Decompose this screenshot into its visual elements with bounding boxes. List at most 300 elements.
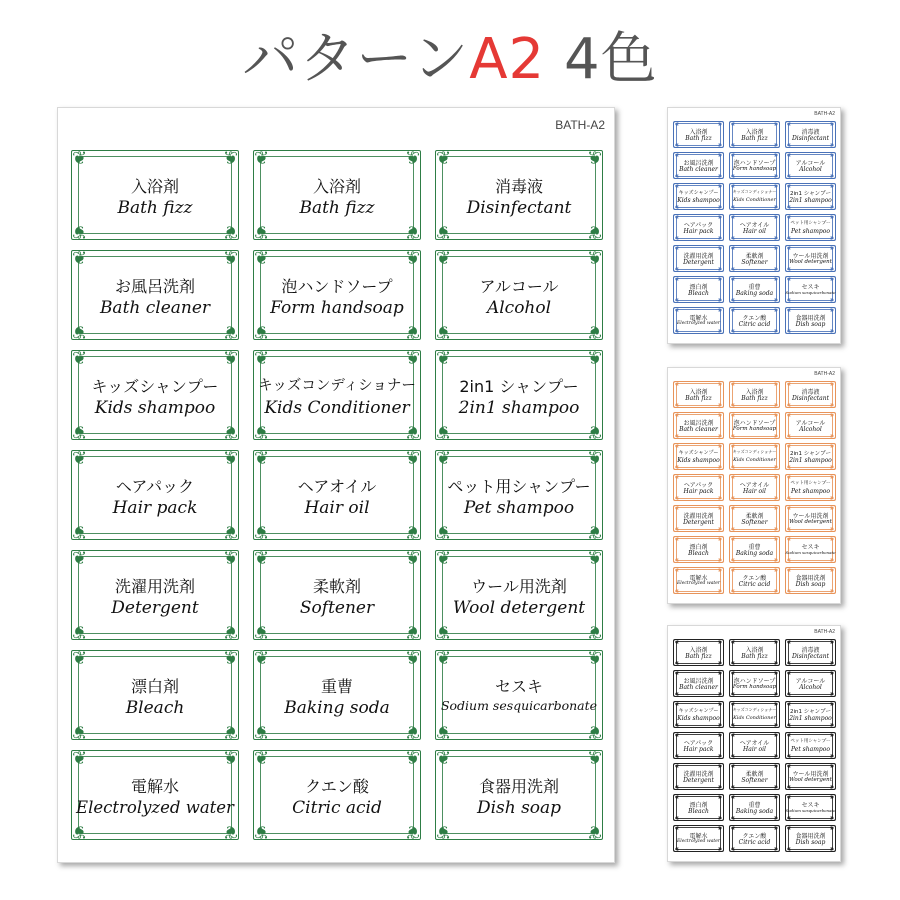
ornament-flourish-icon: ❦ <box>730 824 736 832</box>
ornament-flourish-icon: ❦ <box>674 783 680 791</box>
ornament-flourish-icon: ❦ <box>674 824 680 832</box>
ornament-flourish-icon: ❦ <box>773 525 779 533</box>
ornament-flourish-icon: ❦ <box>436 648 452 669</box>
ornament-flourish-icon: ❦ <box>586 548 602 569</box>
ornament-flourish-icon: ❦ <box>829 275 835 283</box>
ornament-flourish-icon: ❦ <box>674 151 680 159</box>
ornament-flourish-icon: ❦ <box>786 275 792 283</box>
label-japanese-text: 入浴剤 <box>312 177 361 196</box>
ornament-flourish-icon: ❦ <box>773 203 779 211</box>
label-english-text: Hair pack <box>683 746 714 753</box>
ornament-flourish-icon: ❦ <box>717 556 723 564</box>
ornament-flourish-icon: ❦ <box>436 221 452 242</box>
label-card <box>729 505 780 532</box>
ornament-flourish-icon: ❦ <box>786 306 792 314</box>
label-japanese-text: 柔軟剤 <box>312 577 361 596</box>
ornament-flourish-icon: ❦ <box>436 321 452 342</box>
ornament-flourish-icon: ❦ <box>404 148 420 169</box>
ornament-flourish-icon: ❦ <box>254 721 270 742</box>
label-card <box>785 567 836 594</box>
label-card <box>785 505 836 532</box>
ornament-flourish-icon: ❦ <box>773 762 779 770</box>
label-card <box>785 443 836 470</box>
ornament-flourish-icon: ❦ <box>829 721 835 729</box>
label-english-text: Disinfectant <box>792 395 829 402</box>
ornament-flourish-icon: ❦ <box>773 535 779 543</box>
ornament-flourish-icon: ❦ <box>717 690 723 698</box>
ornament-flourish-icon: ❦ <box>717 659 723 667</box>
ornament-flourish-icon: ❦ <box>829 306 835 314</box>
ornament-flourish-icon: ❦ <box>717 327 723 335</box>
ornament-flourish-icon: ❦ <box>674 659 680 667</box>
ornament-flourish-icon: ❦ <box>773 659 779 667</box>
ornament-flourish-icon: ❦ <box>222 821 238 842</box>
ornament-flourish-icon: ❦ <box>254 521 270 542</box>
label-japanese-text: 重曹 <box>748 284 761 291</box>
ornament-flourish-icon: ❦ <box>786 234 792 242</box>
ornament-flourish-icon: ❦ <box>829 432 835 440</box>
label-card <box>785 763 836 790</box>
ornament-flourish-icon: ❦ <box>674 556 680 564</box>
label-english-text: Detergent <box>683 519 714 526</box>
ornament-flourish-icon: ❦ <box>773 275 779 283</box>
ornament-flourish-icon: ❦ <box>786 638 792 646</box>
label-english-text: Kids Conditioner <box>264 398 410 418</box>
ornament-flourish-icon: ❦ <box>717 463 723 471</box>
label-card <box>673 307 724 334</box>
sheet-code: BATH-A2 <box>814 371 835 377</box>
ornament-flourish-icon: ❦ <box>786 783 792 791</box>
label-card <box>785 732 836 759</box>
ornament-flourish-icon: ❦ <box>786 401 792 409</box>
label-japanese-text: 泡ハンドソープ <box>733 420 776 427</box>
label-card <box>673 412 724 439</box>
ornament-flourish-icon: ❦ <box>222 321 238 342</box>
ornament-flourish-icon: ❦ <box>730 814 736 822</box>
label-card <box>673 214 724 241</box>
label-card <box>729 732 780 759</box>
ornament-flourish-icon: ❦ <box>674 463 680 471</box>
label-english-text: Hair pack <box>683 228 714 235</box>
label-japanese-text: ヘアパック <box>683 740 714 747</box>
label-card <box>729 381 780 408</box>
label-english-text: Softener <box>741 777 768 784</box>
label-japanese-text: 消毒液 <box>801 129 820 136</box>
label-english-text: Disinfectant <box>792 135 829 142</box>
label-card <box>785 639 836 666</box>
label-card <box>785 474 836 501</box>
ornament-flourish-icon: ❦ <box>717 172 723 180</box>
label-card <box>729 794 780 821</box>
ornament-flourish-icon: ❦ <box>773 141 779 149</box>
ornament-flourish-icon: ❦ <box>786 141 792 149</box>
label-grid <box>673 639 836 852</box>
ornament-flourish-icon: ❦ <box>674 752 680 760</box>
ornament-flourish-icon: ❦ <box>404 448 420 469</box>
label-japanese-text: 入浴剤 <box>745 129 764 136</box>
ornament-flourish-icon: ❦ <box>829 296 835 304</box>
ornament-flourish-icon: ❦ <box>730 659 736 667</box>
label-sheet-black-thumbnail <box>667 625 841 862</box>
label-japanese-text: 消毒液 <box>801 647 820 654</box>
label-card <box>673 152 724 179</box>
ornament-flourish-icon: ❦ <box>730 783 736 791</box>
ornament-flourish-icon: ❦ <box>829 814 835 822</box>
label-card <box>71 350 239 440</box>
ornament-flourish-icon: ❦ <box>717 473 723 481</box>
label-japanese-text: 洗濯用洗剤 <box>683 513 714 520</box>
ornament-flourish-icon: ❦ <box>586 421 602 442</box>
ornament-flourish-icon: ❦ <box>436 748 452 769</box>
ornament-flourish-icon: ❦ <box>72 821 88 842</box>
ornament-flourish-icon: ❦ <box>730 700 736 708</box>
label-english-text: Kids Conditioner <box>733 457 776 463</box>
label-japanese-text: 柔軟剤 <box>745 253 764 260</box>
label-japanese-text: キッズコンディショナー <box>732 189 777 194</box>
ornament-flourish-icon: ❦ <box>222 521 238 542</box>
label-english-text: 2in1 shampoo <box>458 398 580 418</box>
ornament-flourish-icon: ❦ <box>436 521 452 542</box>
label-card <box>785 152 836 179</box>
ornament-flourish-icon: ❦ <box>72 448 88 469</box>
label-japanese-text: 電解水 <box>689 833 708 840</box>
label-english-text: Hair pack <box>683 488 714 495</box>
label-english-text: Hair pack <box>112 498 198 518</box>
label-card <box>71 250 239 340</box>
label-card <box>435 450 603 540</box>
label-english-text: Baking soda <box>735 290 774 297</box>
ornament-flourish-icon: ❦ <box>717 411 723 419</box>
ornament-flourish-icon: ❦ <box>773 432 779 440</box>
label-japanese-text: 重曹 <box>748 802 761 809</box>
label-card <box>673 245 724 272</box>
ornament-flourish-icon: ❦ <box>72 248 88 269</box>
ornament-flourish-icon: ❦ <box>436 348 452 369</box>
ornament-flourish-icon: ❦ <box>717 380 723 388</box>
label-japanese-text: キッズシャンプー <box>91 377 219 396</box>
ornament-flourish-icon: ❦ <box>254 548 270 569</box>
label-card <box>785 381 836 408</box>
ornament-flourish-icon: ❦ <box>674 535 680 543</box>
ornament-flourish-icon: ❦ <box>829 535 835 543</box>
ornament-flourish-icon: ❦ <box>773 234 779 242</box>
ornament-flourish-icon: ❦ <box>829 265 835 273</box>
ornament-flourish-icon: ❦ <box>773 244 779 252</box>
ornament-flourish-icon: ❦ <box>773 783 779 791</box>
ornament-flourish-icon: ❦ <box>674 793 680 801</box>
label-japanese-text: 洗濯用洗剤 <box>683 771 714 778</box>
ornament-flourish-icon: ❦ <box>773 172 779 180</box>
ornament-flourish-icon: ❦ <box>717 525 723 533</box>
label-card <box>729 443 780 470</box>
ornament-flourish-icon: ❦ <box>773 151 779 159</box>
ornament-flourish-icon: ❦ <box>786 182 792 190</box>
ornament-flourish-icon: ❦ <box>436 448 452 469</box>
ornament-flourish-icon: ❦ <box>786 473 792 481</box>
ornament-flourish-icon: ❦ <box>222 421 238 442</box>
label-japanese-text: 漂白剤 <box>130 677 179 696</box>
label-english-text: Dish soap <box>476 798 562 818</box>
label-card <box>673 794 724 821</box>
label-english-text: Bath fizz <box>685 395 712 402</box>
ornament-flourish-icon: ❦ <box>717 275 723 283</box>
label-japanese-text: 電解水 <box>130 777 179 796</box>
label-japanese-text: 柔軟剤 <box>745 513 764 520</box>
label-english-text: Bath cleaner <box>99 298 211 318</box>
ornament-flourish-icon: ❦ <box>586 248 602 269</box>
label-card <box>729 825 780 852</box>
label-english-text: Hair oil <box>304 498 370 518</box>
ornament-flourish-icon: ❦ <box>773 690 779 698</box>
ornament-flourish-icon: ❦ <box>829 203 835 211</box>
ornament-flourish-icon: ❦ <box>674 411 680 419</box>
label-japanese-text: セスキ <box>494 677 543 696</box>
ornament-flourish-icon: ❦ <box>717 182 723 190</box>
label-english-text: Bath fizz <box>685 653 712 660</box>
ornament-flourish-icon: ❦ <box>586 148 602 169</box>
ornament-flourish-icon: ❦ <box>436 148 452 169</box>
label-english-text: Bath fizz <box>117 198 193 218</box>
ornament-flourish-icon: ❦ <box>404 348 420 369</box>
label-japanese-text: ヘアオイル <box>739 222 770 229</box>
ornament-flourish-icon: ❦ <box>730 234 736 242</box>
ornament-flourish-icon: ❦ <box>786 793 792 801</box>
ornament-flourish-icon: ❦ <box>717 814 723 822</box>
label-english-text: Citric acid <box>738 581 771 588</box>
ornament-flourish-icon: ❦ <box>717 265 723 273</box>
ornament-flourish-icon: ❦ <box>773 401 779 409</box>
label-card <box>253 350 421 440</box>
ornament-flourish-icon: ❦ <box>786 494 792 502</box>
ornament-flourish-icon: ❦ <box>436 821 452 842</box>
ornament-flourish-icon: ❦ <box>254 348 270 369</box>
ornament-flourish-icon: ❦ <box>222 721 238 742</box>
label-japanese-text: 食器用洗剤 <box>795 833 826 840</box>
ornament-flourish-icon: ❦ <box>254 148 270 169</box>
label-japanese-text: クエン酸 <box>305 777 369 796</box>
label-japanese-text: アルコール <box>795 678 826 685</box>
label-japanese-text: 食器用洗剤 <box>795 575 826 582</box>
label-japanese-text: キッズシャンプー <box>678 450 719 456</box>
label-card <box>673 443 724 470</box>
ornament-flourish-icon: ❦ <box>773 752 779 760</box>
label-english-text: Baking soda <box>735 808 774 815</box>
ornament-flourish-icon: ❦ <box>773 265 779 273</box>
label-english-text: 2in1 shampoo <box>789 197 832 204</box>
label-japanese-text: ヘアオイル <box>739 482 770 489</box>
ornament-flourish-icon: ❦ <box>717 845 723 853</box>
ornament-flourish-icon: ❦ <box>829 504 835 512</box>
ornament-flourish-icon: ❦ <box>829 172 835 180</box>
label-card <box>253 550 421 640</box>
label-japanese-text: キッズシャンプー <box>678 708 719 714</box>
label-japanese-text: クエン酸 <box>742 315 767 322</box>
ornament-flourish-icon: ❦ <box>404 721 420 742</box>
ornament-flourish-icon: ❦ <box>786 463 792 471</box>
ornament-flourish-icon: ❦ <box>72 748 88 769</box>
ornament-flourish-icon: ❦ <box>730 442 736 450</box>
label-english-text: Bath fizz <box>685 135 712 142</box>
label-japanese-text: セスキ <box>801 284 820 291</box>
ornament-flourish-icon: ❦ <box>829 151 835 159</box>
label-english-text: Sodium sesquicarbonate <box>785 550 836 555</box>
ornament-flourish-icon: ❦ <box>72 221 88 242</box>
label-english-text: Softener <box>741 519 768 526</box>
label-card <box>673 639 724 666</box>
label-english-text: Bath cleaner <box>679 426 718 433</box>
label-grid <box>673 121 836 334</box>
ornament-flourish-icon: ❦ <box>773 213 779 221</box>
label-sheet-orange-thumbnail <box>667 367 841 604</box>
ornament-flourish-icon: ❦ <box>829 587 835 595</box>
ornament-flourish-icon: ❦ <box>730 327 736 335</box>
label-japanese-text: 重曹 <box>748 544 761 551</box>
label-card <box>673 732 724 759</box>
ornament-flourish-icon: ❦ <box>717 783 723 791</box>
label-japanese-text: ペット用シャンプー <box>790 481 831 486</box>
ornament-flourish-icon: ❦ <box>786 700 792 708</box>
ornament-flourish-icon: ❦ <box>730 473 736 481</box>
ornament-flourish-icon: ❦ <box>829 234 835 242</box>
label-card <box>785 214 836 241</box>
label-japanese-text: ヘアパック <box>683 482 714 489</box>
label-english-text: Citric acid <box>738 321 771 328</box>
ornament-flourish-icon: ❦ <box>773 556 779 564</box>
label-card <box>673 183 724 210</box>
sheet-code: BATH-A2 <box>814 629 835 635</box>
ornament-flourish-icon: ❦ <box>404 321 420 342</box>
ornament-flourish-icon: ❦ <box>404 248 420 269</box>
ornament-flourish-icon: ❦ <box>674 380 680 388</box>
label-english-text: Pet shampoo <box>791 488 830 495</box>
ornament-flourish-icon: ❦ <box>730 411 736 419</box>
label-japanese-text: 電解水 <box>689 315 708 322</box>
ornament-flourish-icon: ❦ <box>674 473 680 481</box>
label-card <box>729 412 780 439</box>
ornament-flourish-icon: ❦ <box>829 731 835 739</box>
ornament-flourish-icon: ❦ <box>730 203 736 211</box>
label-japanese-text: ウール用洗剤 <box>792 253 829 260</box>
label-card <box>785 536 836 563</box>
ornament-flourish-icon: ❦ <box>586 521 602 542</box>
ornament-flourish-icon: ❦ <box>730 690 736 698</box>
title-accent: A2 <box>469 27 546 92</box>
ornament-flourish-icon: ❦ <box>254 621 270 642</box>
ornament-flourish-icon: ❦ <box>773 793 779 801</box>
ornament-flourish-icon: ❦ <box>730 669 736 677</box>
label-card <box>435 250 603 340</box>
ornament-flourish-icon: ❦ <box>786 203 792 211</box>
label-grid <box>71 150 603 840</box>
ornament-flourish-icon: ❦ <box>222 648 238 669</box>
label-japanese-text: 入浴剤 <box>745 647 764 654</box>
ornament-flourish-icon: ❦ <box>829 752 835 760</box>
label-card <box>785 276 836 303</box>
ornament-flourish-icon: ❦ <box>829 120 835 128</box>
ornament-flourish-icon: ❦ <box>730 182 736 190</box>
ornament-flourish-icon: ❦ <box>829 783 835 791</box>
label-japanese-text: ペット用シャンプー <box>447 477 591 496</box>
label-card <box>71 550 239 640</box>
label-sheet-green <box>57 107 615 863</box>
ornament-flourish-icon: ❦ <box>773 411 779 419</box>
ornament-flourish-icon: ❦ <box>254 748 270 769</box>
ornament-flourish-icon: ❦ <box>730 172 736 180</box>
ornament-flourish-icon: ❦ <box>773 494 779 502</box>
ornament-flourish-icon: ❦ <box>717 296 723 304</box>
label-card <box>71 650 239 740</box>
ornament-flourish-icon: ❦ <box>786 504 792 512</box>
label-inner-frame <box>260 356 414 434</box>
ornament-flourish-icon: ❦ <box>674 275 680 283</box>
ornament-flourish-icon: ❦ <box>717 306 723 314</box>
label-japanese-text: アルコール <box>479 277 559 296</box>
label-english-text: Detergent <box>683 777 714 784</box>
label-english-text: Detergent <box>683 259 714 266</box>
label-japanese-text: セスキ <box>801 802 820 809</box>
ornament-flourish-icon: ❦ <box>730 731 736 739</box>
label-japanese-text: 柔軟剤 <box>745 771 764 778</box>
label-card <box>71 450 239 540</box>
ornament-flourish-icon: ❦ <box>730 535 736 543</box>
label-card <box>71 150 239 240</box>
label-card <box>673 121 724 148</box>
ornament-flourish-icon: ❦ <box>829 762 835 770</box>
ornament-flourish-icon: ❦ <box>404 821 420 842</box>
ornament-flourish-icon: ❦ <box>674 700 680 708</box>
ornament-flourish-icon: ❦ <box>436 548 452 569</box>
ornament-flourish-icon: ❦ <box>586 448 602 469</box>
ornament-flourish-icon: ❦ <box>730 504 736 512</box>
label-english-text: 2in1 shampoo <box>789 715 832 722</box>
ornament-flourish-icon: ❦ <box>674 504 680 512</box>
label-japanese-text: クエン酸 <box>742 575 767 582</box>
ornament-flourish-icon: ❦ <box>829 380 835 388</box>
ornament-flourish-icon: ❦ <box>717 721 723 729</box>
ornament-flourish-icon: ❦ <box>674 182 680 190</box>
ornament-flourish-icon: ❦ <box>674 566 680 574</box>
label-english-text: Bath fizz <box>741 135 768 142</box>
label-english-text: Dish soap <box>795 321 826 328</box>
ornament-flourish-icon: ❦ <box>730 275 736 283</box>
label-japanese-text: 入浴剤 <box>689 389 708 396</box>
ornament-flourish-icon: ❦ <box>773 504 779 512</box>
label-english-text: Form handsoap <box>732 426 777 432</box>
label-english-text: Kids Conditioner <box>733 715 776 721</box>
label-english-text: Electrolyzed water <box>676 581 721 586</box>
ornament-flourish-icon: ❦ <box>674 306 680 314</box>
ornament-flourish-icon: ❦ <box>717 566 723 574</box>
label-english-text: Softener <box>741 259 768 266</box>
ornament-flourish-icon: ❦ <box>829 556 835 564</box>
label-japanese-text: ヘアパック <box>115 477 195 496</box>
label-english-text: Pet shampoo <box>791 228 830 235</box>
ornament-flourish-icon: ❦ <box>72 348 88 369</box>
ornament-flourish-icon: ❦ <box>786 814 792 822</box>
ornament-flourish-icon: ❦ <box>254 221 270 242</box>
label-card <box>673 536 724 563</box>
label-card <box>253 150 421 240</box>
ornament-flourish-icon: ❦ <box>786 566 792 574</box>
label-card <box>729 214 780 241</box>
label-english-text: Kids shampoo <box>677 457 720 464</box>
ornament-flourish-icon: ❦ <box>786 172 792 180</box>
label-english-text: Bath cleaner <box>679 684 718 691</box>
label-english-text: Detergent <box>111 598 199 618</box>
ornament-flourish-icon: ❦ <box>786 327 792 335</box>
label-japanese-text: 電解水 <box>689 575 708 582</box>
ornament-flourish-icon: ❦ <box>674 638 680 646</box>
